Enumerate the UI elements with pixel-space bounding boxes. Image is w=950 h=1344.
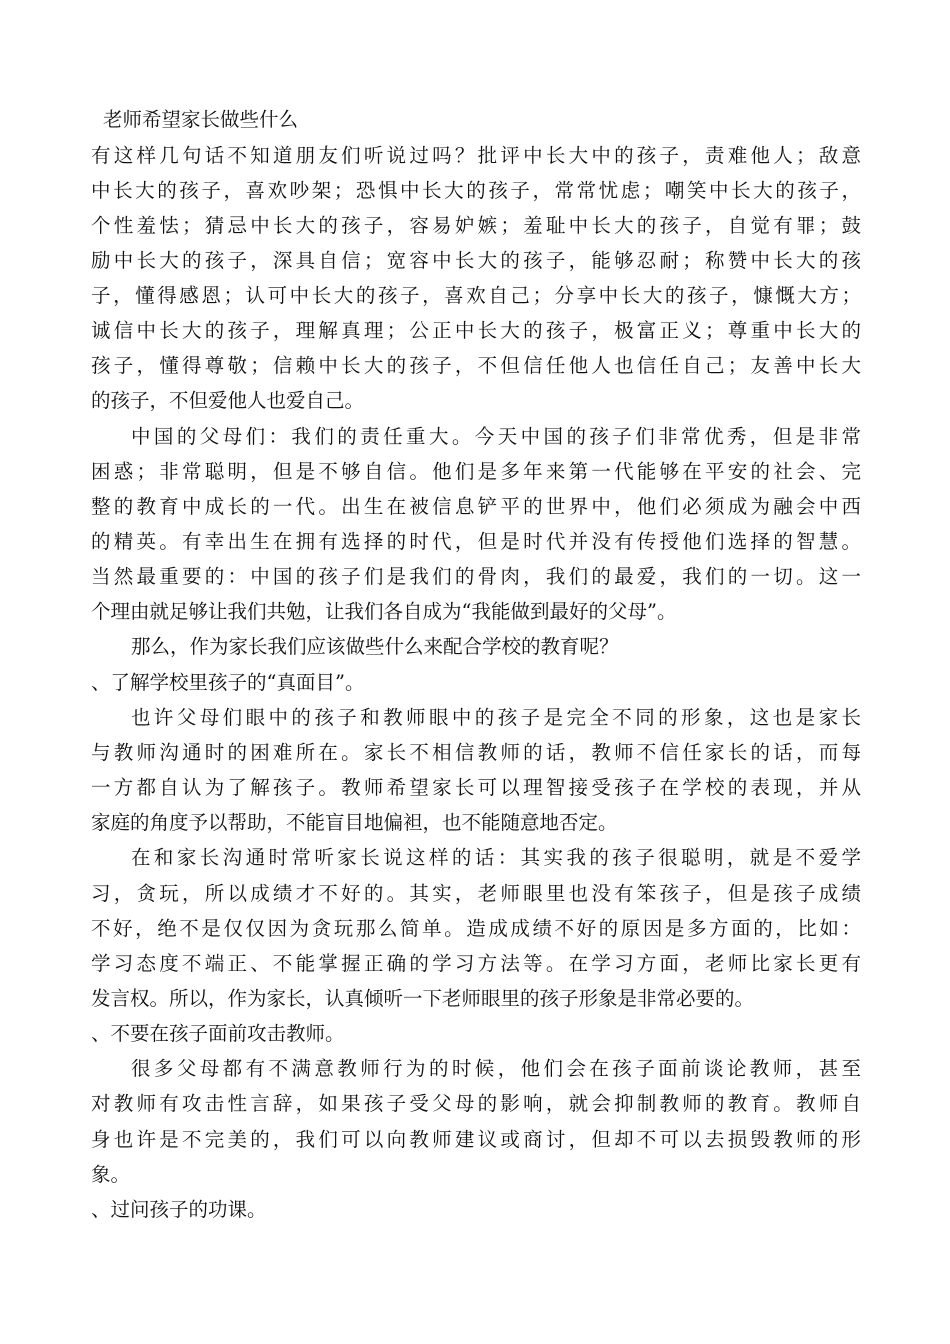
paragraph-line: 诚信中长大的孩子，理解真理；公正中长大的孩子，极富正义；尊重中长大的	[91, 319, 861, 342]
paragraph-line: 困惑；非常聪明，但是不够自信。他们是多年来第一代能够在平安的社会、完	[91, 460, 861, 483]
paragraph-line: 中国的父母们：我们的责任重大。今天中国的孩子们非常优秀，但是非常	[131, 425, 861, 448]
paragraph-line: 学习态度不端正、不能掌握正确的学习方法等。在学习方面，老师比家长更有	[91, 952, 861, 975]
paragraph-line: 中长大的孩子，喜欢吵架；恐惧中长大的孩子，常常忧虑；嘲笑中长大的孩子，	[91, 179, 861, 202]
paragraph-line: 子，懂得感恩；认可中长大的孩子，喜欢自己；分享中长大的孩子，慷慨大方；	[91, 284, 861, 307]
paragraph-line: 也许父母们眼中的孩子和教师眼中的孩子是完全不同的形象，这也是家长	[131, 706, 861, 729]
paragraph-line: 在和家长沟通时常听家长说这样的话：其实我的孩子很聪明，就是不爱学	[131, 846, 861, 869]
section-heading: 、过问孩子的功课。	[91, 1198, 267, 1221]
paragraph-line: 有这样几句话不知道朋友们听说过吗？批评中长大中的孩子，责难他人；敌意	[91, 144, 861, 167]
paragraph-line: 发言权。所以，作为家长，认真倾听一下老师眼里的孩子形象是非常必要的。	[91, 987, 755, 1010]
paragraph-line: 习，贪玩，所以成绩才不好的。其实，老师眼里也没有笨孩子，但是孩子成绩	[91, 882, 861, 905]
paragraph-line: 对教师有攻击性言辞，如果孩子受父母的影响，就会抑制教师的教育。教师自	[91, 1092, 861, 1115]
paragraph-line: 整的教育中成长的一代。出生在被信息铲平的世界中，他们必须成为融会中西	[91, 495, 861, 518]
paragraph-line: 那么，作为家长我们应该做些什么来配合学校的教育呢？	[131, 635, 619, 658]
paragraph-line: 个理由就足够让我们共勉，让我们各自成为“我能做到最好的父母”。	[91, 600, 677, 623]
paragraph-line: 当然最重要的：中国的孩子们是我们的骨肉，我们的最爱，我们的一切。这一	[91, 565, 861, 588]
paragraph-line: 家庭的角度予以帮助，不能盲目地偏袒，也不能随意地否定。	[91, 811, 618, 834]
paragraph-line: 很多父母都有不满意教师行为的时候，他们会在孩子面前谈论教师，甚至	[131, 1057, 861, 1080]
paragraph-line: 身也许是不完美的，我们可以向教师建议或商讨，但却不可以去损毁教师的形	[91, 1128, 861, 1151]
paragraph-line: 的精英。有幸出生在拥有选择的时代，但是时代并没有传授他们选择的智慧。	[91, 530, 861, 553]
paragraph-line: 励中长大的孩子，深具自信；宽容中长大的孩子，能够忍耐；称赞中长大的孩	[91, 249, 861, 272]
paragraph-line: 与教师沟通时的困难所在。家长不相信教师的话，教师不信任家长的话，而每	[91, 741, 861, 764]
document-title: 老师希望家长做些什么	[103, 108, 299, 131]
paragraph-line: 孩子，懂得尊敬；信赖中长大的孩子，不但信任他人也信任自己；友善中长大	[91, 354, 861, 377]
section-heading: 、不要在孩子面前攻击教师。	[91, 1022, 345, 1045]
paragraph-line: 象。	[91, 1163, 131, 1186]
paragraph-line: 的孩子，不但爱他人也爱自己。	[91, 389, 365, 412]
paragraph-line: 不好，绝不是仅仅因为贪玩那么简单。造成成绩不好的原因是多方面的，比如：	[91, 917, 861, 940]
paragraph-line: 个性羞怯；猜忌中长大的孩子，容易妒嫉；羞耻中长大的孩子，自觉有罪；鼓	[91, 214, 861, 237]
paragraph-line: 一方都自认为了解孩子。教师希望家长可以理智接受孩子在学校的表现，并从	[91, 776, 861, 799]
section-heading: 、了解学校里孩子的“真面目”。	[91, 671, 365, 694]
